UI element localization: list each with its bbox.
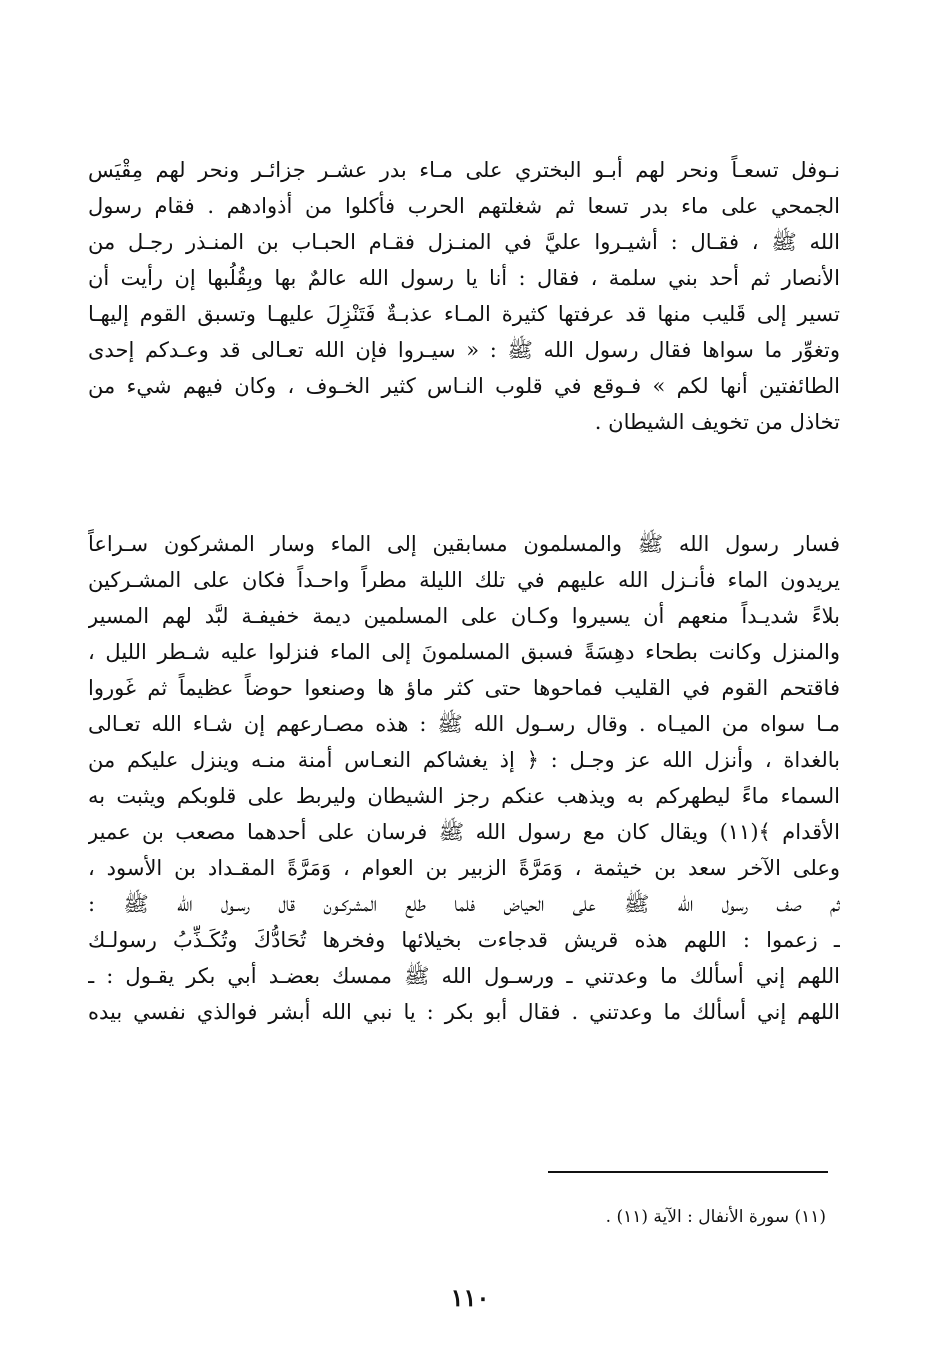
text-line: فسار رسول الله ﷺ والمسلمون مسابقين إلى الماء وسار المشركون سـراعاً [88, 532, 840, 556]
text-line: الأقدام ﴾(١١) ويقال كان مع رسول الله ﷺ فرسان على أحدهما مصعب بن عمير [88, 820, 840, 844]
text-line: مـا سواه من الميـاه . وقال رسـول الله ﷺ : هذه مصـارعهم إن شـاء الله تعـالى [88, 712, 840, 736]
text-line: فاقتحم القوم في القليب فماحوها حتى كثر ماؤ ها وصنعوا حوضاً عظيماً ثم غَوروا [88, 676, 840, 700]
paragraph-1 [88, 152, 840, 440]
text-line: ـ زعموا : اللهم هذه قريش قدجاءت بخيلائها وفخرها تُحَادُّكَ وتُكَـذِّبُ رسولـك [88, 928, 840, 952]
text-line: وعلى الآخر سعد بن خيثمة ، وَمَرَّةً الزبير بن العوام ، وَمَرَّةً المقـداد بن الأسود ، [88, 856, 840, 880]
footnote: (١١) سورة الأنفال : الآية (١١) . [605, 1207, 826, 1227]
text-line: الله ﷺ ، فقـال : أشيـروا عليَّ في المنـزل فقـام الحبـاب بن المنـذر رجـل من [88, 230, 840, 254]
text-line: الجمحي على ماء بدر تسعا ثم شغلتهم الحرب فأكلوا من أذوادهم . فقام رسول [88, 194, 840, 218]
text-line: بلاءً شديـداً منعهم أن يسيروا وكـان على المسلمين ديمة خفيفـة لبَّد لهم المسير [88, 604, 840, 628]
text-line: الطائفتين أنها لكم » فـوقع في قلوب النـاس كثير الخـوف ، وكان فيهم شيء من [88, 374, 840, 398]
text-line: بالغداة ، وأنزل الله عز وجـل : ﴿ إذ يغشاكم النعـاس أمنة منـه وينزل عليكم من [88, 748, 840, 772]
text-line: اللهم إني أسألك ما وعدتني . فقال أبو بكر : يا نبي الله أبشر فوالذي نفسي بيده [88, 1000, 840, 1024]
text-line: وتغوِّر ما سواها فقال رسول الله ﷺ : « سيـروا فإن الله تعـالى قد وعـدكم إحدى [88, 338, 840, 362]
text-line: الأنصار ثم أحد بني سلمة ، فقال : أنا يا رسول الله عالمٌ بها وبِقُلُبها إن رأيت أن [88, 266, 840, 290]
text-line: يريدون الماء فأنـزل الله عليهم في تلك الليلة مطراً واحـداً فكان على المشـركين [88, 568, 840, 592]
footnote-divider [548, 1171, 828, 1173]
text-line: اللهم إني أسألك ما وعدتني ـ ورسـول الله ﷺ ممسك بعضـد أبي بكر يقـول : ـ [88, 964, 840, 988]
text-line: تخاذل من تخويف الشيطان . [594, 410, 840, 434]
text-line: نـوفل تسعـاً ونحر لهم أبـو البختري على مـاء بدر عشـر جزائـر ونحر لهم مِقْيَس [88, 158, 840, 182]
page-number: ١١٠ [450, 1283, 490, 1312]
text-line: السماء ماءً ليطهركم به ويذهب عنكم رجز الشيطان وليربط على قلوبكم ويثبت به [88, 784, 840, 808]
text-line: ثم صف رسول الله ﷺ على الحياض فلما طلع المشركـون قال رسـول الله ﷺ : [88, 892, 840, 916]
paragraph-2 [88, 526, 840, 1030]
text-line: والمنزل وكانت بطحاء دهِسَةً فسبق المسلمونَ إلى الماء فنزلوا عليه شـطر الليل ، [88, 640, 840, 664]
text-line: تسير إلى قَليب منها قد عرفتها كثيرة المـاء عذبـةٌ فَتَنْزِلَ عليهـا وتسبق القوم إليهـا [88, 302, 840, 326]
